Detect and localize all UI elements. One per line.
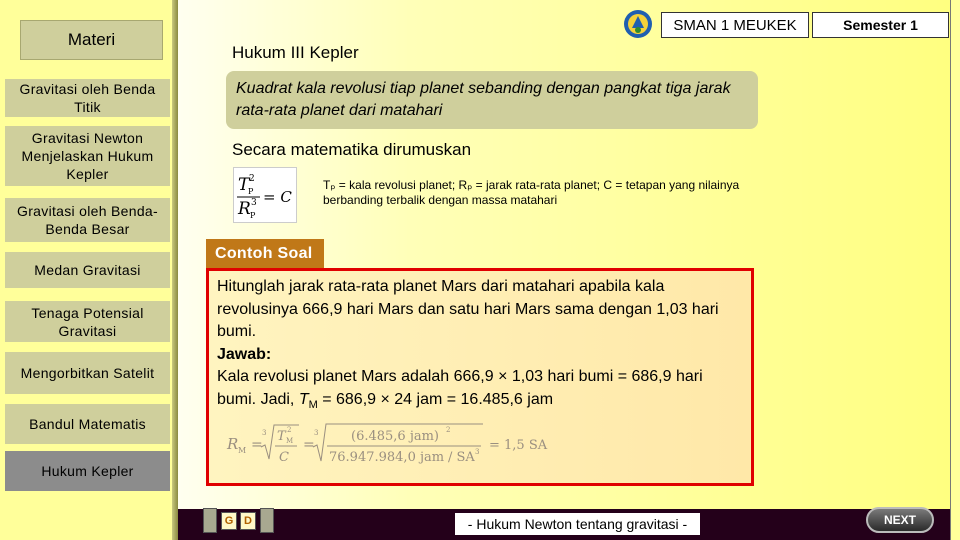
button-g[interactable]: G [221,512,237,530]
answer-root-index-1: 3 [262,429,267,437]
semester-label: Semester 1 [812,12,949,38]
formula-numerator-sub: P [248,187,254,196]
footer-title: - Hukum Newton tentang gravitasi - [455,513,700,535]
answer-formula-r-sub: M [238,446,247,455]
answer-numerator-value: (6.485,6 jam) [351,429,440,444]
answer-formula-r: R [227,435,239,453]
example-question: Hitunglah jarak rata-rata planet Mars dari matahari apabila kala revolusinya 666,9 hari Mars dan satu hari Mars sama dengan 1,03 hari bumi. [217,278,719,340]
sidebar-item-gravitasi-benda-besar[interactable]: Gravitasi oleh Benda-Benda Besar [5,198,170,242]
answer-text-1: Kala revolusi planet Mars adalah 666,9 × 1,03 hari bumi = 686,9 hari bumi. Jadi, [217,368,703,408]
formula-legend: Tₚ = kala revolusi planet; Rₚ = jarak rata-rata planet; C = tetapan yang nilainya berbanding terbalik dengan massa matahari [323,178,740,207]
sidebar-item-gravitasi-benda-titik[interactable]: Gravitasi oleh Benda Titik [5,79,170,117]
answer-formula [221,421,551,471]
answer-formula-t-sup: 2 [287,426,292,434]
next-button[interactable]: NEXT [866,507,934,533]
sidebar-item-gravitasi-newton-kepler[interactable]: Gravitasi Newton Menjelaskan Hukum Kepler [5,126,170,186]
answer-var: T [298,390,309,408]
sidebar-item-hukum-kepler[interactable]: Hukum Kepler [5,451,170,491]
formula-denominator-var: R [238,199,251,219]
slide-control-right[interactable] [260,508,274,533]
example-text [217,276,742,416]
answer-text-2: = 686,9 × 24 jam = 16.485,6 jam [317,390,554,408]
formula-rhs: = C [263,188,292,206]
answer-formula-t-sub: M [286,437,294,445]
formula-intro: Secara matematika dirumuskan [232,140,472,159]
school-name: SMAN 1 MEUKEK [661,12,809,38]
answer-formula-t: T [277,429,286,444]
answer-denominator-value: 76.947.984,0 jam [329,450,445,465]
law-definition: Kuadrat kala revolusi tiap planet sebanding dengan pangkat tiga jarak rata-rata planet dari matahari [226,71,758,129]
answer-formula-result: = 1,5 SA [489,438,548,453]
button-d[interactable]: D [240,512,256,530]
formula-denominator-sub: P [250,211,256,220]
formula-numerator-var: T [238,175,250,195]
right-margin-strip [950,0,960,540]
page-title: Hukum III Kepler [232,43,359,62]
sidebar-item-medan-gravitasi[interactable]: Medan Gravitasi [5,252,170,288]
sidebar-heading: Materi [20,20,163,60]
school-logo-icon [622,8,654,40]
answer-denominator-unit: / SA [448,450,475,465]
answer-numerator-sup: 2 [446,426,451,434]
answer-denominator-unit-sup: 3 [475,448,480,456]
formula-numerator-sup: 2 [249,174,255,184]
answer-formula-eq-2: = [303,437,315,453]
example-label: Contoh Soal [206,239,324,269]
example-box [206,268,754,486]
answer-root-index-2: 3 [314,429,319,437]
answer-formula-eq-1: = [251,437,263,453]
sidebar-item-bandul-matematis[interactable]: Bandul Matematis [5,404,170,444]
answer-var-sub: M [308,398,318,411]
answer-label: Jawab: [217,345,272,363]
formula-denominator-sup: 3 [251,198,257,208]
sidebar-item-tenaga-potensial[interactable]: Tenaga Potensial Gravitasi [5,301,170,342]
sidebar-item-mengorbitkan-satelit[interactable]: Mengorbitkan Satelit [5,352,170,394]
kepler-formula [233,167,297,223]
answer-formula-c: C [279,450,289,465]
slide-control-left[interactable] [203,508,217,533]
